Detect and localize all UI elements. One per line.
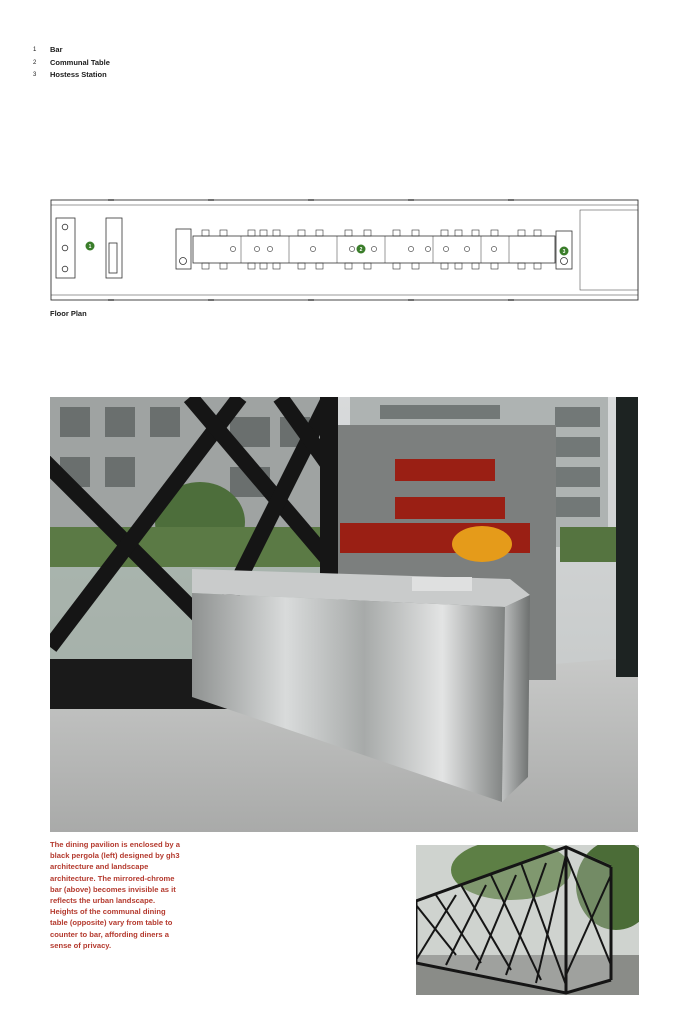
- legend-label: Bar: [50, 45, 63, 54]
- plan-legend: [33, 44, 110, 82]
- plan-markers: [48, 196, 640, 306]
- legend-item: [33, 69, 110, 82]
- photo-mirrored-bar: [50, 397, 638, 832]
- floor-plan-caption: Floor Plan: [50, 309, 87, 318]
- marker-hostess-station: [560, 247, 569, 256]
- body-caption: The dining pavilion is enclosed by a black pergola (left) designed by gh3 architecture and landscape architecture. The mirrored-chrome bar (above) becomes invisible as it reflects the urban landscape. Heights of the communal dining table (opposite) vary from table to counter to bar, affording diners a sense of privacy.: [50, 840, 180, 950]
- marker-bar: [86, 242, 95, 251]
- legend-label: Hostess Station: [50, 70, 107, 79]
- legend-item: [33, 57, 110, 70]
- legend-label: Communal Table: [50, 57, 110, 67]
- marker-communal-table: [357, 245, 366, 254]
- marker-label: 1: [88, 244, 92, 250]
- photo-pergola: [416, 845, 639, 995]
- marker-label: 2: [359, 247, 363, 253]
- legend-number: 3: [33, 72, 37, 78]
- legend-item: [33, 44, 110, 57]
- legend-number: 2: [33, 59, 37, 66]
- legend-number: 1: [33, 47, 37, 53]
- marker-label: 3: [562, 249, 566, 255]
